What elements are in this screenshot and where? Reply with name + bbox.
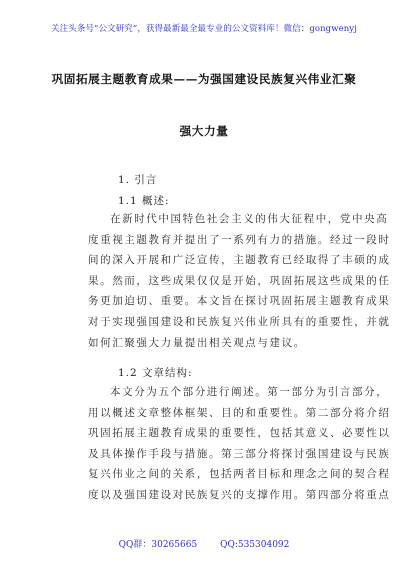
paragraph-line: 间的深入开展和广泛宣传，主题教育已经取得了丰硕的成 [88,254,391,267]
paragraph-line: 如何汇聚强大力量提出相关观点与建议。 [88,336,306,349]
section-1-1-heading: 1.1 概述: [118,195,170,207]
paragraph-line: 果。然而，这些成果仅仅是开始，巩固拓展这些成果的任 [88,274,391,287]
paragraph-overview [88,209,391,353]
paragraph-line: 度重视主题教育并提出了一系列有力的措施。经过一段时 [88,233,391,246]
paragraph-line: 及具体操作手段与措施。第三部分将探讨强国建设与民族 [88,447,391,460]
paragraph-line: 巩固拓展主题教育成果的重要性，包括其意义、必要性以 [88,427,391,440]
footer-contact [0,537,408,550]
paragraph-line: 复兴伟业之间的关系，包括两者目标和理念之间的契合程 [88,468,391,481]
paragraph-line: 在新时代中国特色社会主义的伟大征程中，党中央高 [110,213,389,225]
footer-qq: QQ:535304092 [220,540,290,550]
footer-qq-group: QQ群：30265665 [118,540,198,550]
paragraph-line: 度以及强国建设对民族复兴的支撑作用。第四部分将重点 [88,488,391,501]
section-1-2-heading: 1.2 文章结构: [118,367,193,379]
document-title-line2: 强大力量 [179,124,229,138]
paragraph-line: 务更加迫切、重要。本文旨在探讨巩固拓展主题教育成果 [88,295,391,308]
paragraph-structure [88,382,391,506]
paragraph-line: 对于实现强国建设和民族复兴伟业所具有的重要性，并就 [88,315,391,328]
section-1-heading: 1. 引言 [118,174,158,186]
header-banner: 关注头条号“公文研究”，获得最新最全最专业的公文资料库！微信：gongwenyj [51,24,357,34]
document-title-line1: 巩固拓展主题教育成果——为强国建设民族复兴伟业汇聚 [51,72,357,86]
paragraph-line: 用以概述文章整体框架、目的和重要性。第二部分将介绍 [88,406,391,419]
paragraph-line: 本文分为五个部分进行阐述。第一部分为引言部分， [110,386,389,398]
